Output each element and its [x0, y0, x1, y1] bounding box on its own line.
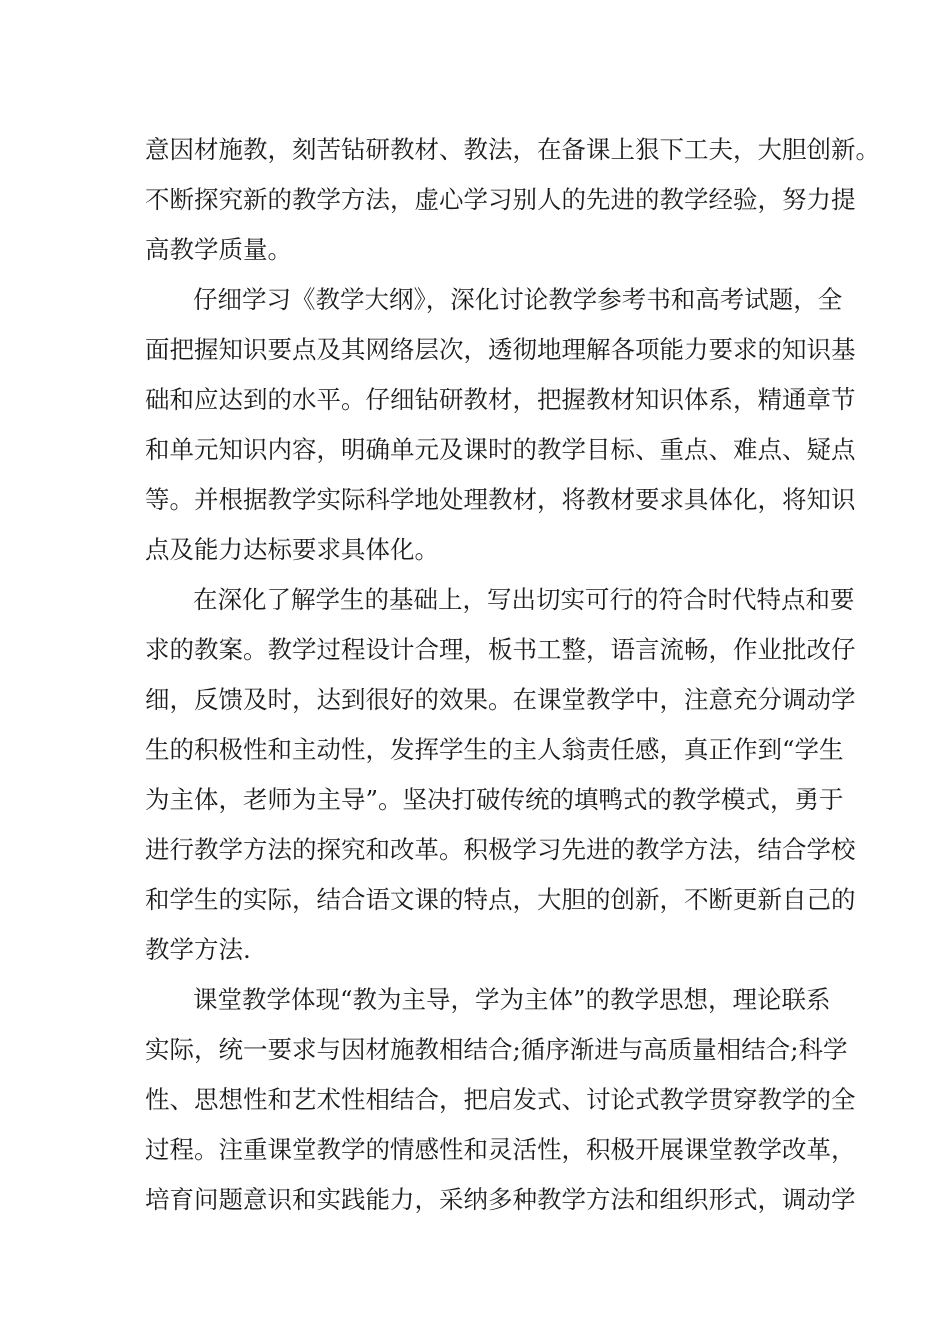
text-line: 过程。注重课堂教学的情感性和灵活性，积极开展课堂教学改革， [145, 1135, 856, 1164]
text-line: 性、思想性和艺术性相结合，把启发式、讨论式教学贯穿教学的全 [145, 1085, 856, 1114]
text-line: 和单元知识内容，明确单元及课时的教学目标、重点、难点、疑点 [145, 435, 856, 464]
text-line: 础和应达到的水平。仔细钻研教材，把握教材知识体系，精通章节 [145, 385, 856, 414]
text-line: 为主体，老师为主导”。坚决打破传统的填鸭式的教学模式，勇于 [145, 785, 844, 814]
paragraph-first-line: 课堂教学体现“教为主导，学为主体”的教学思想，理论联系 [193, 985, 831, 1014]
text-line: 求的教案。教学过程设计合理，板书工整，语言流畅，作业批改仔 [145, 635, 856, 664]
text-line: 生的积极性和主动性，发挥学生的主人翁责任感，真正作到“学生 [145, 735, 844, 764]
text-line: 等。并根据教学实际科学地处理教材，将教材要求具体化，将知识 [145, 485, 856, 514]
text-line: 点及能力达标要求具体化。 [145, 535, 439, 564]
text-line: 细，反馈及时，达到很好的效果。在课堂教学中，注意充分调动学 [145, 685, 856, 714]
text-line: 进行教学方法的探究和改革。积极学习先进的教学方法，结合学校 [145, 835, 856, 864]
text-line: 高教学质量。 [145, 235, 292, 264]
text-line: 不断探究新的教学方法，虚心学习别人的先进的教学经验，努力提 [145, 185, 856, 214]
text-line: 实际，统一要求与因材施教相结合;循序渐进与高质量相结合;科学 [145, 1035, 848, 1064]
text-line: 教学方法. [145, 935, 251, 964]
paragraph-first-line: 仔细学习《教学大纲》，深化讨论教学参考书和高考试题，全 [193, 285, 843, 314]
text-line: 和学生的实际，结合语文课的特点，大胆的创新，不断更新自己的 [145, 885, 856, 914]
text-line: 意因材施教，刻苦钻研教材、教法，在备课上狠下工夫，大胆创新。 [145, 135, 880, 164]
text-line: 培育问题意识和实践能力，采纳多种教学方法和组织形式，调动学 [145, 1185, 856, 1214]
text-line: 面把握知识要点及其网络层次，透彻地理解各项能力要求的知识基 [145, 335, 856, 364]
paragraph-first-line: 在深化了解学生的基础上，写出切实可行的符合时代特点和要 [193, 585, 855, 614]
